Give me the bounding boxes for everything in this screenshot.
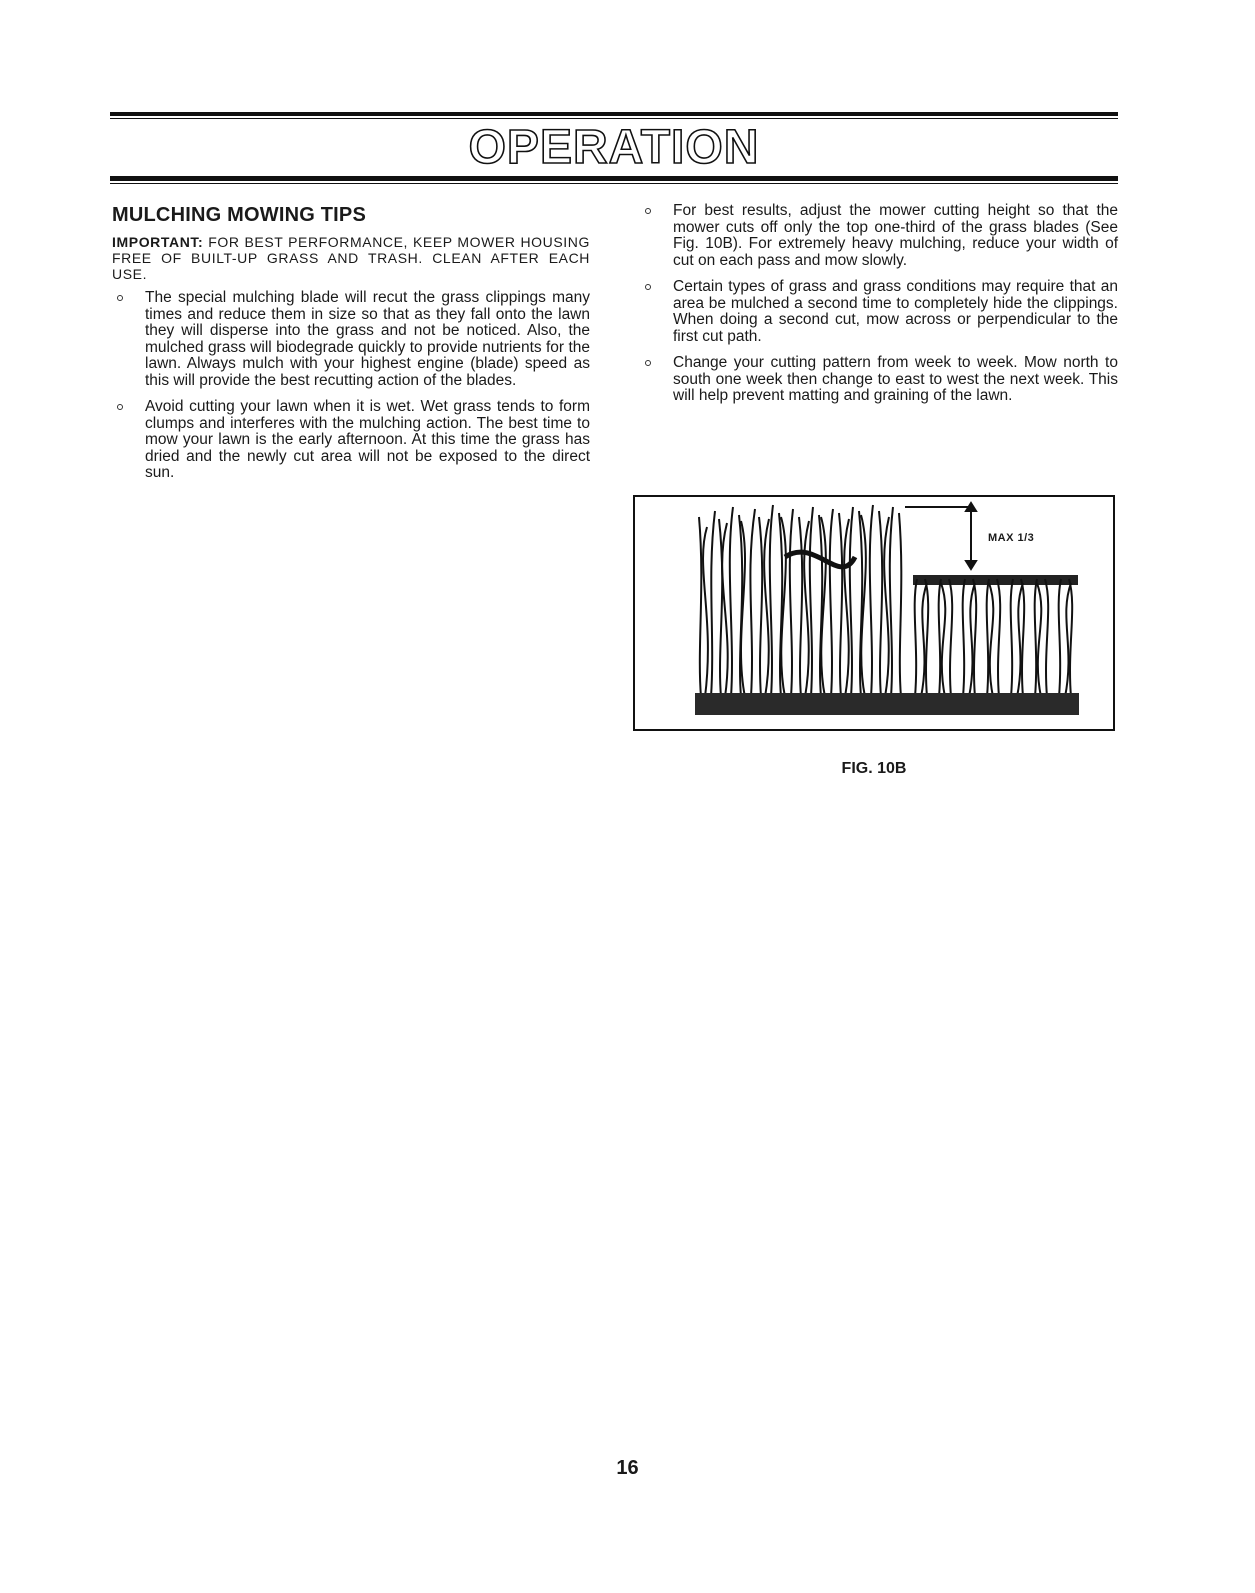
bullet-text: Certain types of grass and grass conditions may require that an area be mulched a second time to completely hide the clippings. When doing a second cut, mow across or perpendicular to the first cut path. (673, 278, 1118, 345)
list-item (112, 290, 590, 389)
bullet-icon (117, 295, 123, 301)
header-rule-bottom-thin (110, 183, 1118, 184)
right-bullet-list (640, 203, 1118, 405)
max-cut-label: MAX 1/3 (988, 532, 1035, 544)
bullet-text: For best results, adjust the mower cutting height so that the mower cuts off only the top one-third of the grass blades (See Fig. 10B). For extremely heavy mulching, reduce your width of cut on each pass and mow slowly. (673, 202, 1118, 269)
grass-height-figure (633, 495, 1115, 731)
bullet-icon (645, 360, 651, 366)
list-item (640, 279, 1118, 345)
bullet-icon (117, 404, 123, 410)
bullet-text: The special mulching blade will recut the grass clippings many times and reduce them in size so that as they fall onto the lawn they will disperse into the grass and not be noticed. Also, the mulched grass will biodegrade quickly to provide nutrients for the lawn. Always mulch with your highest engine (blade) speed as this will provide the best recutting action of the blades. (145, 289, 590, 389)
tall-grass-icon (699, 505, 901, 697)
section-title: MULCHING MOWING TIPS (112, 204, 366, 226)
list-item (112, 399, 590, 482)
list-item (640, 203, 1118, 269)
cut-grass-icon (913, 575, 1078, 697)
page-header-title: OPERATION (468, 121, 760, 174)
important-text: FOR BEST PERFORMANCE, KEEP MOWER HOUSING FREE OF BUILT-UP GRASS AND TRASH. CLEAN AFTER EACH USE. (112, 234, 590, 282)
grass-illustration (635, 497, 1113, 729)
right-column (640, 203, 1118, 415)
left-column (112, 203, 590, 492)
header-rule-bottom (110, 176, 1118, 181)
ground-icon (695, 693, 1079, 715)
header-rule-top-thin (110, 118, 1118, 119)
page-number: 16 (616, 1457, 639, 1479)
cut-height-marker-icon (905, 503, 976, 569)
bullet-icon (645, 208, 651, 214)
bullet-icon (645, 284, 651, 290)
list-item (640, 355, 1118, 405)
left-bullet-list (112, 290, 590, 482)
bullet-text: Avoid cutting your lawn when it is wet. Wet grass tends to form clumps and interferes with the mulching action. The best time to mow your lawn is the early afternoon. At this time the grass has dried and the newly cut area will not be exposed to the direct sun. (145, 398, 590, 481)
important-label: IMPORTANT: (112, 234, 204, 250)
figure-caption: FIG. 10B (841, 760, 907, 777)
bullet-text: Change your cutting pattern from week to week. Mow north to south one week then change to east to west the next week. This will help prevent matting and graining of the lawn. (673, 354, 1118, 404)
important-notice (112, 234, 590, 282)
header-rule-top (110, 112, 1118, 116)
